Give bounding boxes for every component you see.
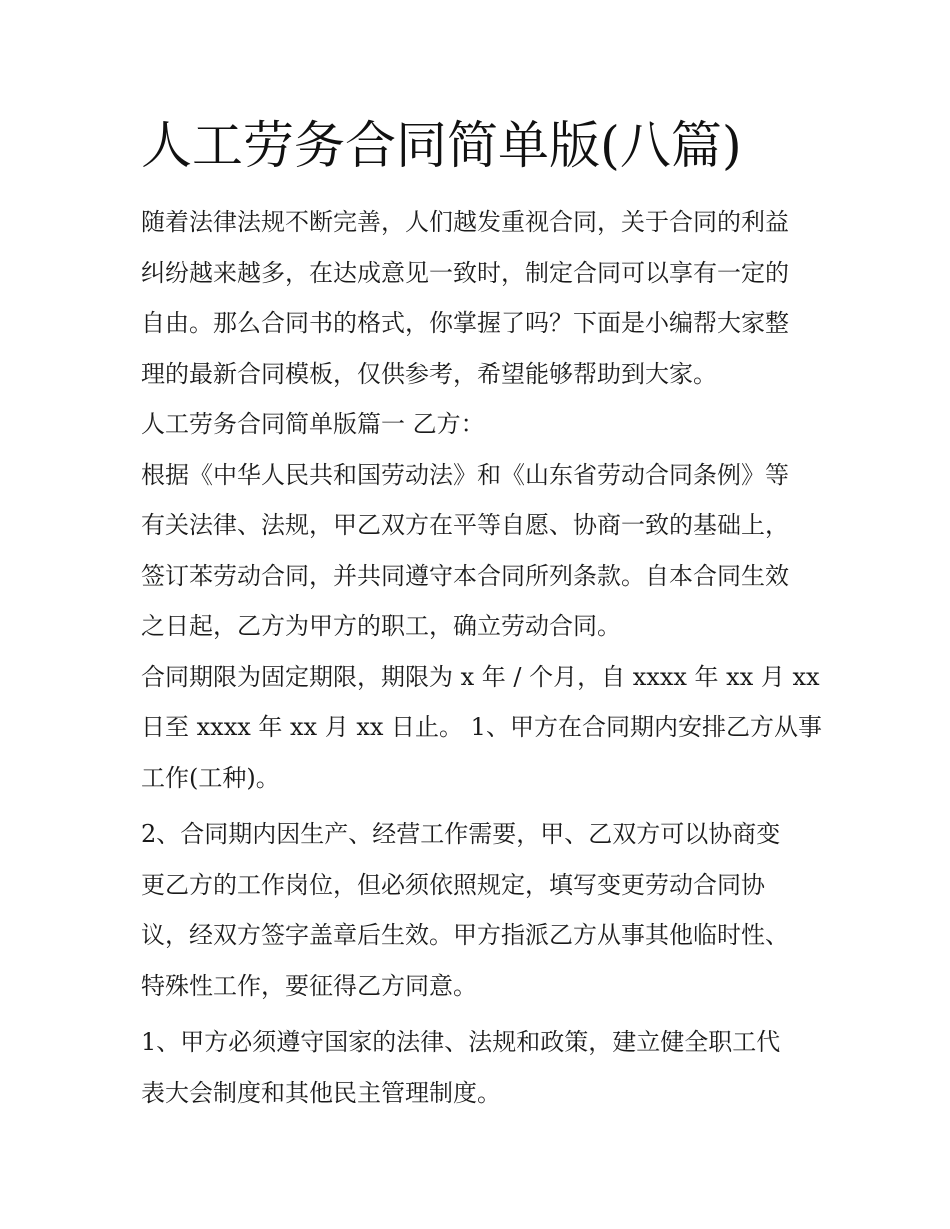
text-line: 之日起，乙方为甲方的职工，确立劳动合同。	[141, 612, 621, 640]
text-line: 工作(工种)。	[141, 763, 280, 792]
document-body	[141, 197, 822, 1118]
paragraph-legal-basis	[141, 450, 813, 652]
paragraph-contract-term	[141, 652, 822, 804]
text-line: 随着法律法规不断完善，人们越发重视合同，关于合同的利益	[141, 208, 789, 236]
text-line: 理的最新合同模板，仅供参考，希望能够帮助到大家。	[141, 359, 717, 388]
text-line: 1、甲方必须遵守国家的法律、法规和政策，建立健全职工代	[141, 1028, 781, 1056]
paragraph-clause-2	[141, 809, 813, 1011]
text-line: 更乙方的工作岗位，但必须依照规定，填写变更劳动合同协	[141, 870, 765, 899]
text-line: 合同期限为固定期限，期限为 x 年 / 个月，自 xxxx 年 xx 月 xx	[141, 662, 820, 691]
section-heading	[141, 399, 813, 450]
text-line: 纠纷越来越多，在达成意见一致时，制定合同可以享有一定的	[141, 258, 789, 287]
text-line: 人工劳务合同简单版篇一 乙方：	[141, 410, 485, 438]
text-line: 自由。那么合同书的格式，你掌握了吗？下面是小编帮大家整	[141, 309, 789, 337]
text-line: 根据《中华人民共和国劳动法》和《山东省劳动合同条例》等	[141, 460, 789, 489]
text-line: 2、合同期内因生产、经营工作需要，甲、乙双方可以协商变	[141, 820, 781, 848]
paragraph-intro	[141, 197, 813, 399]
text-line: 议，经双方签字盖章后生效。甲方指派乙方从事其他临时性、	[141, 921, 789, 949]
paragraph-clause-1	[141, 1017, 813, 1118]
text-line: 表大会制度和其他民主管理制度。	[141, 1078, 501, 1107]
text-line: 有关法律、法规，甲乙双方在平等自愿、协商一致的基础上，	[141, 511, 789, 539]
document-title: 人工劳务合同简单版(八篇)	[141, 117, 742, 176]
text-line: 特殊性工作，要征得乙方同意。	[141, 971, 477, 1000]
text-line: 日至 xxxx 年 xx 月 xx 日止。 1、甲方在合同期内安排乙方从事	[141, 713, 822, 741]
text-line: 签订苯劳动合同，并共同遵守本合同所列条款。自本合同生效	[141, 561, 789, 590]
